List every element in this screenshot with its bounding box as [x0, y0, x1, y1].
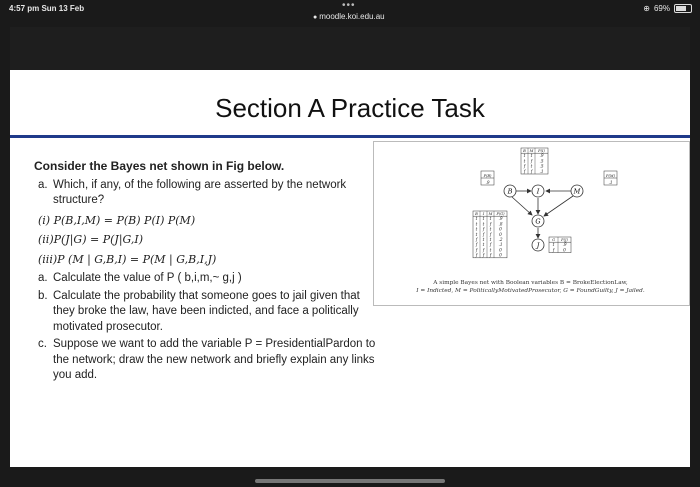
node-b [504, 185, 516, 197]
question-a [34, 178, 384, 209]
cpt-header: P(G) [496, 212, 505, 216]
edge-m-g [544, 196, 573, 216]
cpt-cell: .9 [562, 242, 567, 248]
cpt-cell: t [475, 231, 478, 237]
cpt-cell: .9 [539, 153, 544, 159]
cpt-cell: .8 [498, 221, 503, 227]
cpt-cell: f [475, 252, 478, 258]
svg-text:B: B [507, 187, 513, 196]
cpt-p-m [604, 171, 617, 185]
cpt-cell: f [552, 247, 555, 253]
svg-text:I: I [536, 187, 540, 196]
status-time: 4:57 pm Sun 13 Feb [9, 4, 85, 13]
more-dots-icon[interactable]: ••• [342, 0, 356, 11]
bayes-net-diagram [374, 142, 689, 282]
question-text: Calculate the value of P ( b,i,m,~ g,j ) [53, 272, 242, 284]
cpt-cell: .5 [539, 158, 544, 164]
cpt-header: P(M) [606, 173, 615, 178]
cpt-cell: f [489, 221, 492, 227]
cpt-cell: t [475, 216, 478, 222]
cpt-header: P(J) [561, 238, 568, 242]
cpt-cell: f [489, 231, 492, 237]
cpt-cell: .9 [485, 179, 490, 185]
slide [10, 27, 690, 467]
url-bar[interactable] [313, 12, 385, 21]
question-b [34, 289, 384, 336]
svg-text:J: J [536, 241, 540, 250]
cpt-cell: .1 [539, 168, 544, 174]
cpt-cell: t [489, 216, 492, 222]
cpt-cell: t [489, 247, 492, 253]
cpt-cell: 0 [499, 226, 502, 232]
question-marker: a. [38, 272, 48, 284]
cpt-cell: f [475, 247, 478, 253]
node-m [571, 185, 583, 197]
question-a2 [34, 271, 384, 287]
cpt-header: P(I) [538, 149, 545, 153]
formula-2: (ii)P(J|G) = P(J|G,I) [38, 233, 144, 246]
formula-1: (i) P(B,I,M) = P(B) P(I) P(M) [38, 213, 196, 227]
cpt-header: M [488, 212, 493, 216]
svg-text:G: G [535, 217, 541, 226]
cpt-header: G [552, 238, 555, 242]
cpt-cell: .1 [498, 242, 503, 248]
cpt-header: I [482, 212, 485, 216]
battery-percent: 69% [653, 4, 670, 13]
lock-icon: ● [313, 14, 318, 21]
cpt-cell: 0 [499, 252, 502, 258]
formula-3: (iii)P (M | G,B,I) = P(M | G,B,I,J) [38, 252, 217, 266]
question-marker: c. [38, 338, 47, 350]
cpt-cell: f [530, 158, 533, 164]
intro-text: Consider the Bayes net shown in Fig below. [34, 159, 285, 173]
cpt-header: M [529, 149, 534, 153]
cpt-cell: f [482, 231, 485, 237]
cpt-cell: .1 [608, 179, 613, 185]
home-indicator[interactable] [255, 479, 445, 483]
caption-line-1: A simple Bayes net with Boolean variables B = BrokeElectionLaw, [433, 280, 628, 286]
node-i [532, 185, 544, 197]
cpt-cell: 0 [499, 231, 502, 237]
cpt-cell: t [523, 153, 526, 159]
cpt-cell: .5 [539, 163, 544, 169]
cpt-cell: t [489, 226, 492, 232]
cpt-cell: t [475, 221, 478, 227]
cpt-cell: t [475, 226, 478, 232]
cpt-header: P(B) [483, 173, 492, 178]
cpt-cell: f [489, 252, 492, 258]
cpt-header: B [523, 149, 526, 153]
cpt-p-i [521, 148, 548, 174]
cpt-cell: f [530, 168, 533, 174]
question-c [34, 337, 384, 384]
question-text: Calculate the probability that someone goes to jail given that they broke the law, have been indicted, and face a politically motivated prosecutor. [53, 289, 360, 333]
node-j [532, 239, 544, 251]
cpt-cell: .2 [498, 237, 503, 242]
cpt-cell: 0 [499, 247, 502, 253]
url-text: moodle.koi.edu.au [319, 12, 385, 21]
cpt-cell: f [482, 247, 485, 253]
slide-title: Section A Practice Task [215, 93, 485, 123]
status-bar [0, 0, 700, 22]
link-icon: ⊕ [643, 4, 650, 13]
cpt-cell: t [552, 242, 555, 248]
cpt-cell: f [482, 252, 485, 258]
edge-b-g [512, 197, 532, 215]
question-text: Which, if any, of the following are asserted by the network structure? [53, 178, 347, 206]
cpt-cell: t [523, 158, 526, 164]
cpt-cell: f [475, 242, 478, 248]
cpt-p-b [481, 171, 494, 185]
question-marker: a. [38, 178, 48, 191]
caption-line-2: I = Indicted, M = PoliticallyMotivatedProsecutor, G = FoundGuilty, J = Jailed. [416, 288, 645, 294]
cpt-cell: t [530, 153, 533, 159]
question-text: Suppose we want to add the variable P = PresidentialPardon to the network; draw the new network and briefly explain any links you add. [53, 338, 376, 381]
cpt-cell: t [482, 216, 485, 222]
cpt-cell: f [475, 237, 478, 242]
cpt-cell: f [482, 226, 485, 232]
cpt-cell: t [489, 237, 492, 242]
cpt-cell: f [523, 168, 526, 174]
battery-fill [676, 6, 686, 11]
status-right [643, 4, 692, 13]
cpt-cell: t [482, 237, 485, 242]
svg-text:M: M [573, 187, 581, 196]
cpt-header: B [475, 212, 478, 216]
slide-content [34, 159, 384, 386]
node-g [532, 215, 544, 227]
title-rule [10, 135, 690, 138]
cpt-cell: .9 [498, 216, 503, 222]
cpt-p-j [549, 237, 571, 253]
cpt-cell: 0 [563, 247, 566, 253]
cpt-cell: f [489, 242, 492, 248]
cpt-cell: t [530, 163, 533, 169]
bottom-bar [0, 467, 700, 487]
question-marker: b. [38, 289, 48, 302]
slide-top-bar [10, 27, 690, 70]
battery-icon [674, 4, 692, 13]
figure-caption [373, 279, 688, 295]
cpt-p-g [473, 211, 507, 258]
cpt-cell: t [482, 221, 485, 227]
cpt-cell: t [482, 242, 485, 248]
cpt-cell: f [523, 163, 526, 169]
